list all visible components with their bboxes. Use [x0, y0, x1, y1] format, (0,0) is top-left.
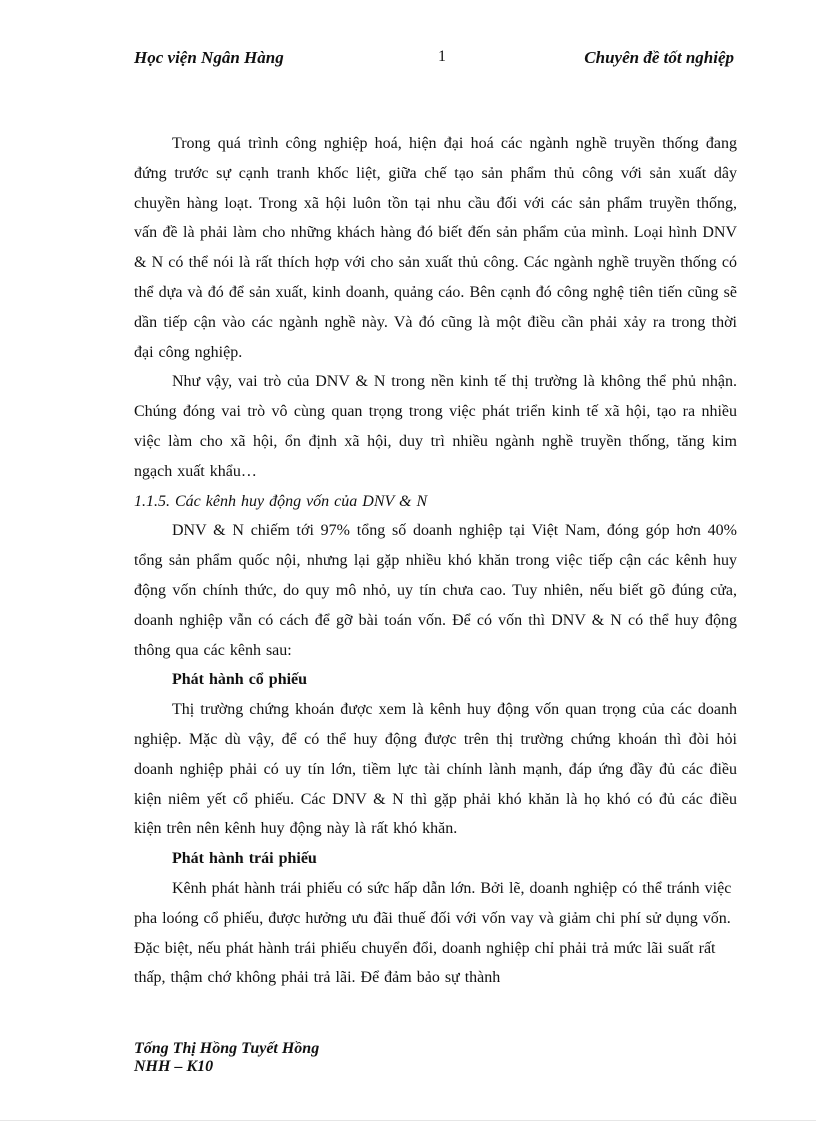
header-document-type: Chuyên đề tốt nghiệp	[584, 48, 734, 67]
paragraph: DNV & N chiếm tới 97% tổng số doanh nghiệp tại Việt Nam, đóng góp hơn 40% tổng sản phẩm quốc nội, nhưng lại gặp nhiều khó khăn trong việc tiếp cận các kênh huy động vốn chính thức, do quy mô nhỏ, uy tín chưa cao. Tuy nhiên, nếu biết gõ đúng cửa, doanh nghiệp vẫn có cách để gỡ bài toán vốn. Để có vốn thì DNV & N có thể huy động thông qua các kênh sau:	[134, 522, 737, 659]
footer-class: NHH – K10	[134, 1058, 214, 1075]
subheading: Phát hành cổ phiếu	[172, 671, 308, 689]
footer-author: Tống Thị Hồng Tuyết Hồng	[134, 1040, 320, 1057]
paragraph: Như vậy, vai trò của DNV & N trong nền kinh tế thị trường là không thể phủ nhận. Chúng đóng vai trò vô cùng quan trọng trong việc phát triển kinh tế xã hội, tạo ra nhiều việc làm cho xã hội, ổn định xã hội, duy trì nhiều ngành nghề truyền thống, tăng kim ngạch xuất khẩu…	[134, 373, 737, 480]
page-bottom-edge	[0, 1120, 816, 1121]
header-institution: Học viện Ngân Hàng	[134, 48, 284, 67]
page-body	[134, 129, 737, 993]
paragraph: Kênh phát hành trái phiếu có sức hấp dẫn lớn. Bởi lẽ, doanh nghiệp có thể tránh việc pha loóng cổ phiếu, được hưởng ưu đãi thuế đối với vốn vay và giảm chi phí sử dụng vốn. Đặc biệt, nếu phát hành trái phiếu chuyển đổi, doanh nghiệp chỉ phải trả mức lãi suất rất thấp, thậm chớ không phải trả lãi. Để đảm bảo sự thành	[134, 879, 732, 987]
section-heading: 1.1.5. Các kênh huy động vốn của DNV & N	[134, 492, 428, 510]
page-footer	[134, 1040, 319, 1076]
subheading: Phát hành trái phiếu	[172, 850, 317, 868]
page-number: 1	[438, 48, 446, 65]
paragraph: Trong quá trình công nghiệp hoá, hiện đại hoá các ngành nghề truyền thống đang đứng trước sự cạnh tranh khốc liệt, giữa chế tạo sản phẩm thủ công với sản xuất dây chuyền hàng loạt. Trong xã hội luôn tồn tại nhu cầu đối với các sản phẩm truyền thống, vấn đề là phải làm cho những khách hàng đó biết đến sản phẩm của mình. Loại hình DNV & N có thể nói là rất thích hợp với cho sản xuất thủ công. Các ngành nghề truyền thống có thể dựa và đó để sản xuất, kinh doanh, quảng cáo. Bên cạnh đó công nghệ tiên tiến cũng sẽ dần tiếp cận vào các ngành nghề này. Và đó cũng là một điều cần phải xảy ra trong thời đại công nghiệp.	[134, 135, 737, 361]
page-header	[134, 48, 734, 74]
paragraph: Thị trường chứng khoán được xem là kênh huy động vốn quan trọng của các doanh nghiệp. Mặc dù vậy, để có thể huy động được trên thị trường chứng khoán thì đòi hỏi doanh nghiệp phải có uy tín lớn, tiềm lực tài chính lành mạnh, đáp ứng đầy đủ các điều kiện niêm yết cổ phiếu. Các DNV & N thì gặp phải khó khăn là họ khó có đủ các điều kiện trên nên kênh huy động này là rất khó khăn.	[134, 701, 737, 838]
